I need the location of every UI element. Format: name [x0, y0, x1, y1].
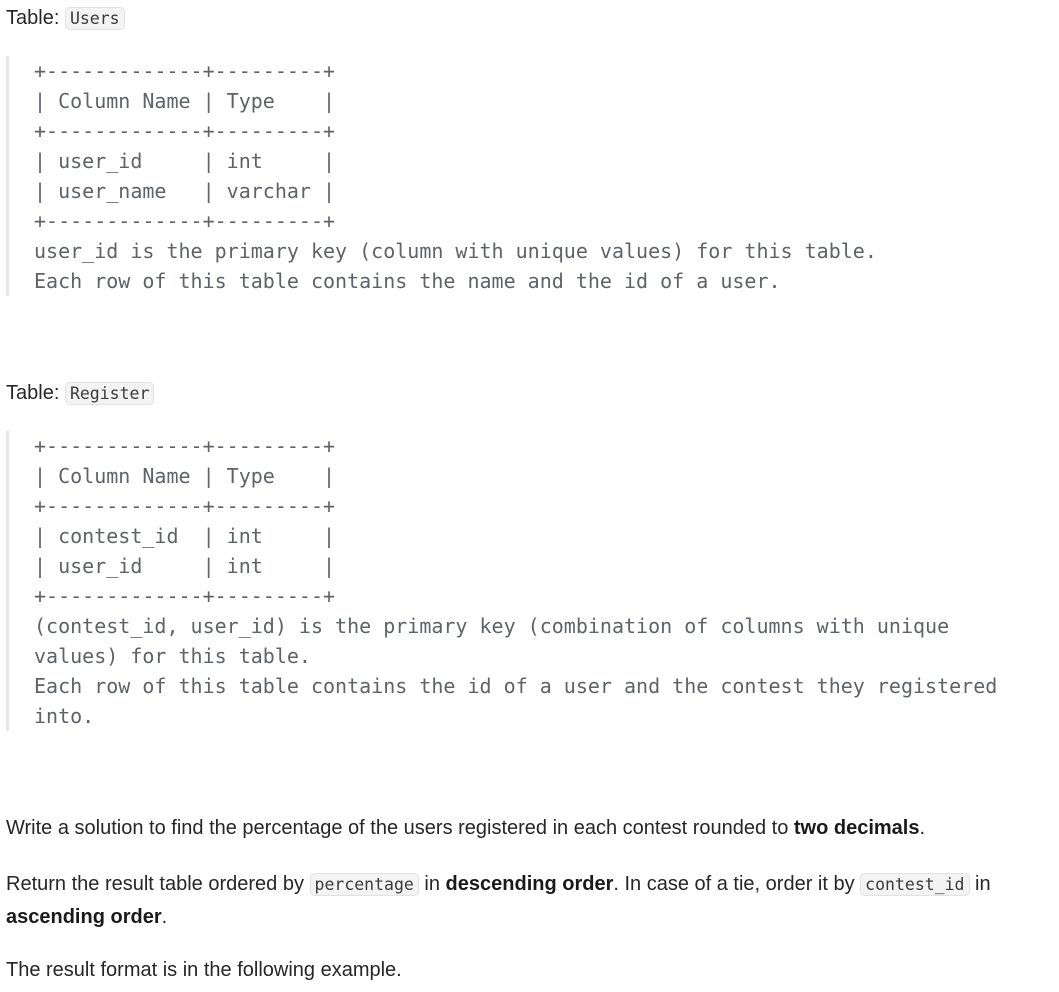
statement-text: Write a solution to find the percentage of the users registered in each contest rounded to	[6, 817, 794, 839]
register-table-name: Register	[65, 382, 154, 405]
schema-description-line: values) for this table.	[34, 644, 311, 668]
ordering-text: in	[969, 873, 991, 895]
schema-description-line: user_id is the primary key (column with unique values) for this table.	[34, 239, 877, 263]
schema-row-line: | user_id | int |	[34, 149, 336, 173]
schema-description-line: Each row of this table contains the id of a user and the contest they registered	[34, 674, 998, 698]
schema-header-line: | Column Name | Type |	[34, 89, 336, 113]
ordering-end: .	[161, 906, 168, 928]
result-format-text: The result format is in the following example.	[6, 959, 402, 981]
schema-header-line: | Column Name | Type |	[34, 464, 336, 488]
users-schema-block	[6, 56, 877, 296]
schema-description-line: Each row of this table contains the name and the id of a user.	[34, 269, 781, 293]
table-label: Table:	[6, 7, 65, 29]
schema-row-line: | contest_id | int |	[34, 524, 336, 548]
ordering-statement	[6, 868, 1051, 933]
register-table-heading	[6, 379, 154, 408]
schema-border-line: +-------------+---------+	[34, 119, 336, 143]
schema-border-line: +-------------+---------+	[34, 584, 336, 608]
task-statement	[6, 812, 1051, 844]
schema-border-line: +-------------+---------+	[34, 209, 336, 233]
percentage-code: percentage	[310, 873, 419, 896]
ordering-text: in	[418, 873, 446, 895]
users-table-heading	[6, 4, 125, 33]
users-table-name: Users	[65, 7, 125, 30]
schema-row-line: | user_name | varchar |	[34, 179, 336, 203]
emphasis-ascending-order: ascending order	[6, 906, 162, 928]
schema-border-line: +-------------+---------+	[34, 434, 336, 458]
schema-border-line: +-------------+---------+	[34, 494, 336, 518]
register-schema-block	[6, 431, 997, 731]
ordering-text: Return the result table ordered by	[6, 873, 310, 895]
contest-id-code: contest_id	[860, 873, 969, 896]
schema-row-line: | user_id | int |	[34, 554, 336, 578]
ordering-text: . In case of a tie, order it by	[613, 873, 861, 895]
emphasis-descending-order: descending order	[445, 873, 614, 895]
result-format-note	[6, 954, 1051, 986]
statement-end: .	[919, 817, 926, 839]
emphasis-two-decimals: two decimals	[793, 817, 920, 839]
table-label: Table:	[6, 382, 65, 404]
schema-description-line: into.	[34, 704, 95, 728]
schema-border-line: +-------------+---------+	[34, 59, 336, 83]
schema-description-line: (contest_id, user_id) is the primary key (combination of columns with unique	[34, 614, 950, 638]
